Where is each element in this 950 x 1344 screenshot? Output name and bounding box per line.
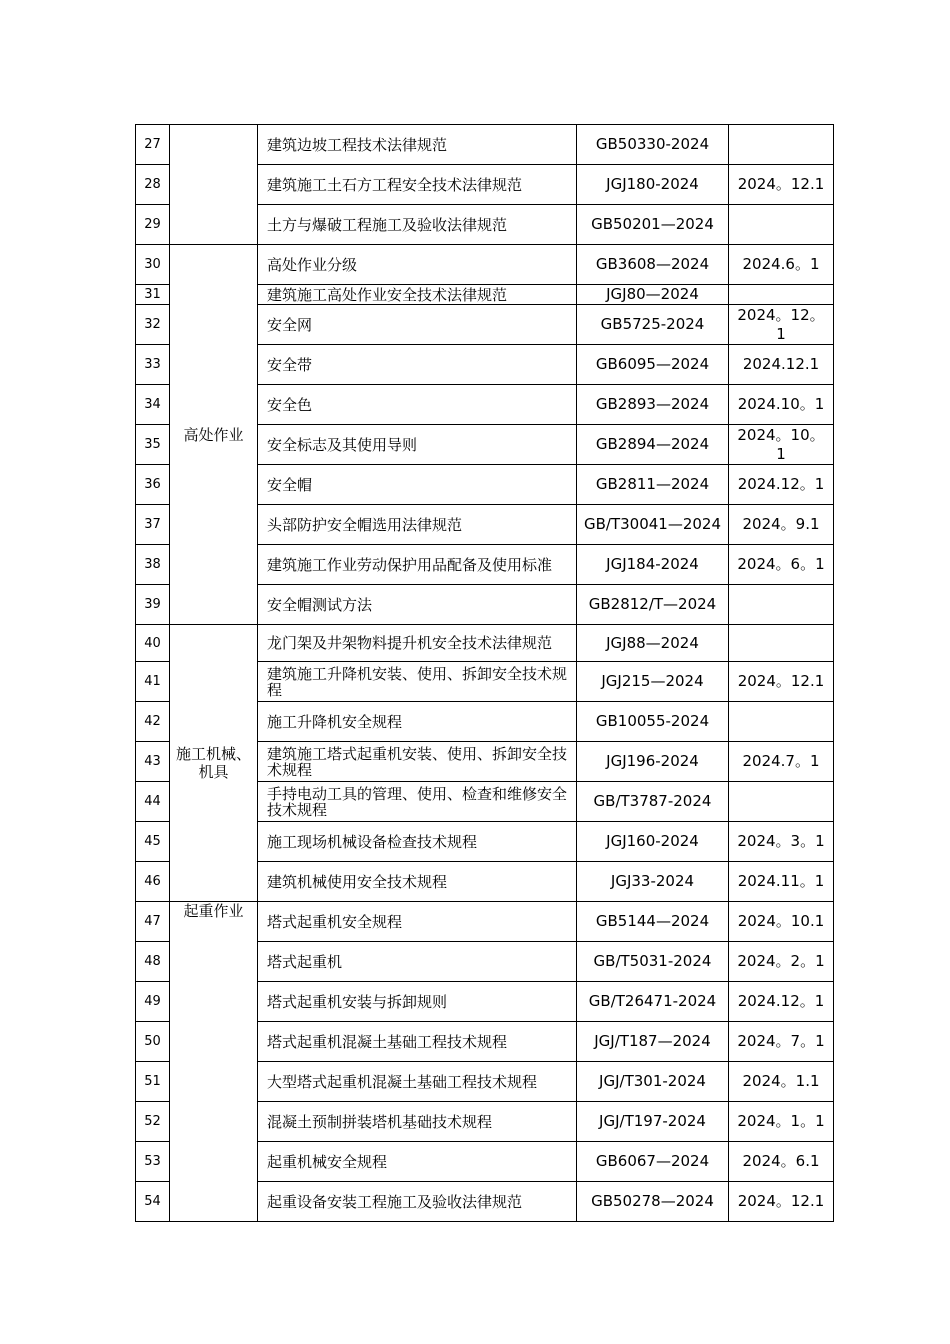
standard-name: 建筑施工升降机安装、使用、拆卸安全技术规程 bbox=[258, 662, 577, 702]
standard-code: GB/T3787-2024 bbox=[577, 782, 729, 822]
effective-date: 2024。9.1 bbox=[729, 505, 834, 545]
standard-code: GB2812/T—2024 bbox=[577, 585, 729, 625]
effective-date: 2024.12。1 bbox=[729, 465, 834, 505]
effective-date: 2024。2。1 bbox=[729, 942, 834, 982]
standard-name: 建筑施工作业劳动保护用品配备及使用标准 bbox=[258, 545, 577, 585]
effective-date: 2024。6。1 bbox=[729, 545, 834, 585]
effective-date: 2024。10.1 bbox=[729, 902, 834, 942]
row-number: 52 bbox=[136, 1102, 170, 1142]
effective-date: 2024.10。1 bbox=[729, 385, 834, 425]
standard-name: 安全色 bbox=[258, 385, 577, 425]
standard-code: JGJ/T197-2024 bbox=[577, 1102, 729, 1142]
row-number: 37 bbox=[136, 505, 170, 545]
row-number: 41 bbox=[136, 662, 170, 702]
standard-name: 安全网 bbox=[258, 305, 577, 345]
category-cell: 起重作业 bbox=[170, 902, 258, 1222]
standard-name: 安全帽 bbox=[258, 465, 577, 505]
standard-code: GB6067—2024 bbox=[577, 1142, 729, 1182]
category-cell bbox=[170, 125, 258, 245]
row-number: 33 bbox=[136, 345, 170, 385]
standard-name: 手持电动工具的管理、使用、检查和维修安全技术规程 bbox=[258, 782, 577, 822]
effective-date: 2024。10。1 bbox=[729, 425, 834, 465]
row-number: 50 bbox=[136, 1022, 170, 1062]
standard-name: 建筑施工塔式起重机安装、使用、拆卸安全技术规程 bbox=[258, 742, 577, 782]
effective-date: 2024.12.1 bbox=[729, 345, 834, 385]
row-number: 48 bbox=[136, 942, 170, 982]
effective-date: 2024.6。1 bbox=[729, 245, 834, 285]
effective-date: 2024。12。1 bbox=[729, 305, 834, 345]
standard-code: GB50278—2024 bbox=[577, 1182, 729, 1222]
standard-code: JGJ88—2024 bbox=[577, 625, 729, 662]
effective-date: 2024。1。1 bbox=[729, 1102, 834, 1142]
row-number: 29 bbox=[136, 205, 170, 245]
row-number: 34 bbox=[136, 385, 170, 425]
standard-code: GB50330-2024 bbox=[577, 125, 729, 165]
row-number: 39 bbox=[136, 585, 170, 625]
standard-code: JGJ160-2024 bbox=[577, 822, 729, 862]
standard-name: 起重机械安全规程 bbox=[258, 1142, 577, 1182]
row-number: 51 bbox=[136, 1062, 170, 1102]
standard-name: 龙门架及井架物料提升机安全技术法律规范 bbox=[258, 625, 577, 662]
row-number: 30 bbox=[136, 245, 170, 285]
standard-name: 安全带 bbox=[258, 345, 577, 385]
row-number: 38 bbox=[136, 545, 170, 585]
standard-code: GB3608—2024 bbox=[577, 245, 729, 285]
row-number: 43 bbox=[136, 742, 170, 782]
row-number: 45 bbox=[136, 822, 170, 862]
effective-date bbox=[729, 125, 834, 165]
row-number: 35 bbox=[136, 425, 170, 465]
standard-code: GB2811—2024 bbox=[577, 465, 729, 505]
standards-table bbox=[135, 124, 834, 1222]
standard-name: 塔式起重机安全规程 bbox=[258, 902, 577, 942]
standard-name: 头部防护安全帽选用法律规范 bbox=[258, 505, 577, 545]
row-number: 27 bbox=[136, 125, 170, 165]
standard-code: GB2894—2024 bbox=[577, 425, 729, 465]
standard-name: 塔式起重机 bbox=[258, 942, 577, 982]
effective-date: 2024。12.1 bbox=[729, 662, 834, 702]
standard-name: 土方与爆破工程施工及验收法律规范 bbox=[258, 205, 577, 245]
row-number: 54 bbox=[136, 1182, 170, 1222]
row-number: 44 bbox=[136, 782, 170, 822]
standard-name: 建筑施工高处作业安全技术法律规范 bbox=[258, 285, 577, 305]
standard-name: 高处作业分级 bbox=[258, 245, 577, 285]
row-number: 31 bbox=[136, 285, 170, 305]
standard-name: 建筑机械使用安全技术规程 bbox=[258, 862, 577, 902]
standard-code: GB2893—2024 bbox=[577, 385, 729, 425]
standard-code: GB/T30041—2024 bbox=[577, 505, 729, 545]
standard-code: GB50201—2024 bbox=[577, 205, 729, 245]
effective-date: 2024。7。1 bbox=[729, 1022, 834, 1062]
effective-date: 2024.7。1 bbox=[729, 742, 834, 782]
standard-code: JGJ33-2024 bbox=[577, 862, 729, 902]
standard-name: 建筑施工土石方工程安全技术法律规范 bbox=[258, 165, 577, 205]
standard-code: JGJ/T301-2024 bbox=[577, 1062, 729, 1102]
effective-date bbox=[729, 205, 834, 245]
standard-name: 建筑边坡工程技术法律规范 bbox=[258, 125, 577, 165]
standard-name: 塔式起重机混凝土基础工程技术规程 bbox=[258, 1022, 577, 1062]
standard-name: 施工现场机械设备检查技术规程 bbox=[258, 822, 577, 862]
standard-name: 大型塔式起重机混凝土基础工程技术规程 bbox=[258, 1062, 577, 1102]
standard-code: GB/T26471-2024 bbox=[577, 982, 729, 1022]
row-number: 53 bbox=[136, 1142, 170, 1182]
table-row bbox=[136, 245, 834, 285]
standard-code: GB10055-2024 bbox=[577, 702, 729, 742]
standard-name: 混凝土预制拼装塔机基础技术规程 bbox=[258, 1102, 577, 1142]
row-number: 42 bbox=[136, 702, 170, 742]
table-row bbox=[136, 625, 834, 662]
standard-code: GB5725-2024 bbox=[577, 305, 729, 345]
row-number: 47 bbox=[136, 902, 170, 942]
effective-date bbox=[729, 702, 834, 742]
effective-date: 2024.11。1 bbox=[729, 862, 834, 902]
standard-code: GB6095—2024 bbox=[577, 345, 729, 385]
row-number: 32 bbox=[136, 305, 170, 345]
effective-date: 2024。3。1 bbox=[729, 822, 834, 862]
standard-code: JGJ184-2024 bbox=[577, 545, 729, 585]
standard-name: 施工升降机安全规程 bbox=[258, 702, 577, 742]
effective-date: 2024.12。1 bbox=[729, 982, 834, 1022]
table-row bbox=[136, 125, 834, 165]
standard-code: JGJ180-2024 bbox=[577, 165, 729, 205]
effective-date bbox=[729, 585, 834, 625]
standard-name: 安全帽测试方法 bbox=[258, 585, 577, 625]
category-cell: 高处作业 bbox=[170, 245, 258, 625]
standard-code: JGJ215—2024 bbox=[577, 662, 729, 702]
standard-name: 起重设备安装工程施工及验收法律规范 bbox=[258, 1182, 577, 1222]
category-cell: 施工机械、机具 bbox=[170, 625, 258, 902]
row-number: 46 bbox=[136, 862, 170, 902]
table-row bbox=[136, 902, 834, 942]
effective-date bbox=[729, 625, 834, 662]
standard-code: JGJ196-2024 bbox=[577, 742, 729, 782]
effective-date bbox=[729, 782, 834, 822]
row-number: 49 bbox=[136, 982, 170, 1022]
effective-date bbox=[729, 285, 834, 305]
effective-date: 2024。1.1 bbox=[729, 1062, 834, 1102]
effective-date: 2024。12.1 bbox=[729, 165, 834, 205]
effective-date: 2024。12.1 bbox=[729, 1182, 834, 1222]
row-number: 40 bbox=[136, 625, 170, 662]
effective-date: 2024。6.1 bbox=[729, 1142, 834, 1182]
standard-code: JGJ/T187—2024 bbox=[577, 1022, 729, 1062]
standard-code: JGJ80—2024 bbox=[577, 285, 729, 305]
row-number: 28 bbox=[136, 165, 170, 205]
standard-code: GB/T5031-2024 bbox=[577, 942, 729, 982]
standard-code: GB5144—2024 bbox=[577, 902, 729, 942]
standard-name: 塔式起重机安装与拆卸规则 bbox=[258, 982, 577, 1022]
standard-name: 安全标志及其使用导则 bbox=[258, 425, 577, 465]
row-number: 36 bbox=[136, 465, 170, 505]
